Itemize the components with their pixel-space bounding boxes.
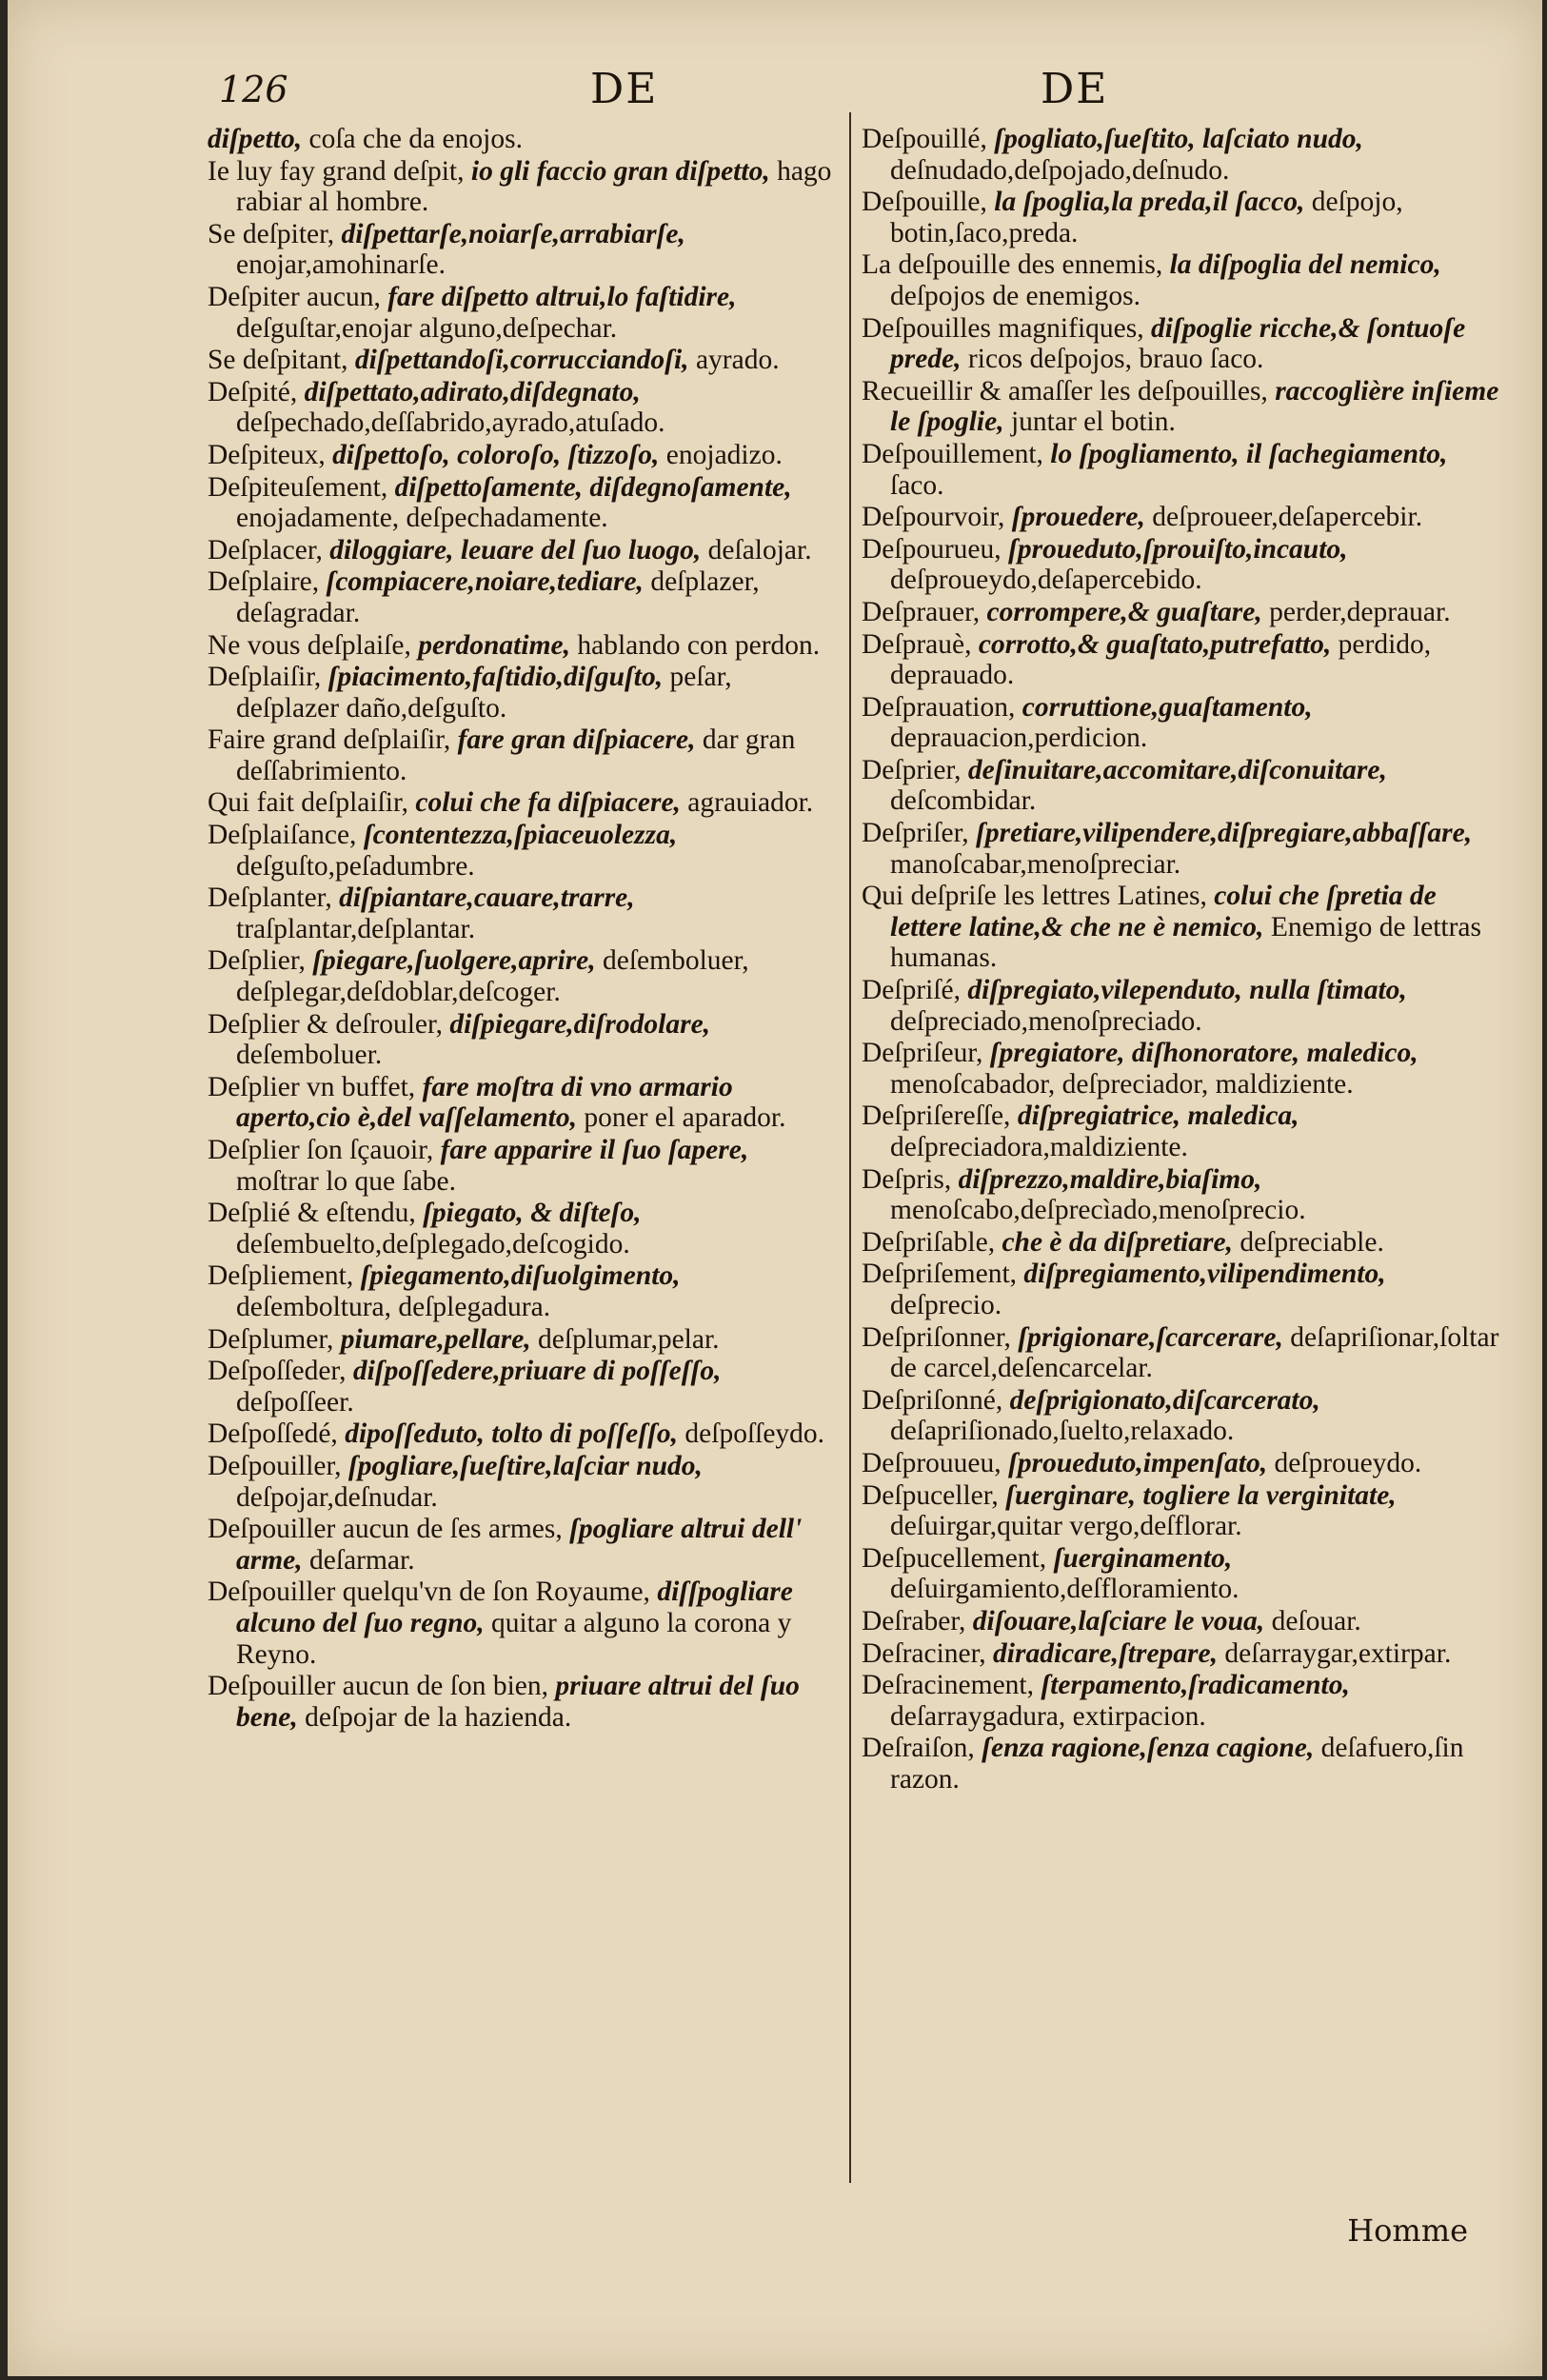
entry-italian: ſcontentezza,ſpiaceuolezza, — [363, 820, 678, 851]
entry-spanish: perdido, deprauado. — [890, 628, 1432, 691]
entry-italian: ſpiacimento,faſtidio,diſguſto, — [327, 662, 664, 693]
catchword: Homme — [1347, 2212, 1468, 2249]
entry-french: Deſraiſon, — [862, 1733, 975, 1764]
entry-spanish: hablando con perdon. — [577, 629, 821, 661]
entry-french: Deſpiteuſement, — [208, 471, 388, 503]
entry-spanish: enojar,amohinarſe. — [236, 249, 446, 281]
entry-french: Deſpriſeur, — [862, 1038, 983, 1069]
entry-spanish: deſpreciable. — [1240, 1226, 1384, 1258]
entry-spanish: deſapriſionar,ſoltar de carcel,deſencarcelar. — [890, 1321, 1499, 1384]
dictionary-entry — [208, 1072, 836, 1134]
entry-spanish: deſplazer, deſagradar. — [236, 566, 760, 628]
entry-french: Deſplacer, — [208, 534, 323, 565]
entry-italian: fare diſpetto altrui,lo faſtidire, — [387, 281, 737, 312]
dictionary-entry — [862, 1543, 1499, 1605]
entry-spanish: poner el aparador. — [584, 1102, 786, 1134]
entry-italian: ſpiegare,ſuolgere,aprire, — [312, 945, 596, 977]
entry-italian: colui che fa diſpiacere, — [415, 787, 681, 819]
dictionary-entry — [208, 787, 836, 819]
entry-italian: corrompere,& guaſtare, — [986, 596, 1262, 627]
entry-spanish: deſpojo, botin,ſaco,preda. — [890, 187, 1403, 248]
entry-spanish: enojadamente, deſpechadamente. — [236, 503, 608, 534]
entry-italian: ſuerginamento, — [1053, 1542, 1233, 1574]
entry-italian: ſpiegato, & diſteſo, — [423, 1198, 642, 1229]
entry-italian: deſinuitare,accomitare,diſconuitare, — [967, 754, 1387, 785]
entry-french: Deſpité, — [208, 376, 298, 407]
dictionary-entry — [862, 629, 1499, 691]
entry-italian: ſpiegamento,diſuolgimento, — [360, 1260, 681, 1292]
dictionary-entry — [208, 377, 836, 439]
entry-italian: ſcompiacere,noiare,tediare, — [326, 566, 644, 598]
entry-spanish: Enemigo de lettras humanas. — [890, 911, 1481, 974]
entry-french: Deſpoſſeder, — [208, 1356, 347, 1387]
dictionary-entry — [208, 820, 836, 882]
entry-french: Deſplanter, — [208, 883, 332, 914]
dictionary-entry — [208, 1260, 836, 1322]
entry-french: Deſplaire, — [208, 566, 320, 598]
entry-italian: diſprezzo,maldire,biaſimo, — [958, 1163, 1262, 1195]
dictionary-entry — [208, 724, 836, 786]
entry-italian: diſpettoſo, coloroſo, ſtizzoſo, — [332, 439, 660, 470]
column-divider — [849, 112, 851, 2183]
entry-spanish: traſplantar,deſplantar. — [236, 913, 476, 944]
entry-french: Deſpiteux, — [208, 439, 326, 470]
entry-french: Deſraber, — [862, 1605, 966, 1636]
right-column — [862, 124, 1499, 1795]
entry-italian: diſpoſſedere,priuare di poſſeſſo, — [352, 1356, 722, 1387]
entry-spanish: deſguſto,peſadumbre. — [236, 850, 475, 882]
entry-spanish: menoſcabador, deſpreciador, maldiziente. — [890, 1068, 1354, 1100]
entry-spanish: deſguſtar,enojar alguno,deſpechar. — [236, 312, 618, 344]
entry-french: Deſprouueu, — [862, 1447, 1002, 1478]
entry-italian: ſpregiatore, diſhonoratore, maledico, — [989, 1038, 1418, 1069]
entry-italian: ſproueduto,ſprouiſto,incauto, — [1008, 533, 1348, 565]
dictionary-entry — [862, 376, 1499, 438]
dictionary-entry — [862, 439, 1499, 501]
entry-french: Deſplié & eſtendu, — [208, 1198, 416, 1229]
entry-french: Deſpriſonné, — [862, 1384, 1003, 1416]
entry-spanish: coſa che da enojos. — [308, 124, 523, 154]
entry-french: Deſpuceller, — [862, 1479, 999, 1511]
entry-italian: fare gran diſpiacere, — [457, 724, 696, 756]
entry-french: Deſpriſable, — [862, 1226, 996, 1258]
dictionary-entry — [208, 566, 836, 628]
dictionary-entry — [862, 249, 1499, 311]
entry-french: Qui fait deſplaiſir, — [208, 787, 408, 819]
dictionary-entry — [862, 1227, 1499, 1259]
dictionary-entry — [208, 156, 836, 218]
dictionary-entry — [208, 282, 836, 344]
entry-spanish: deſemboluer. — [236, 1040, 383, 1071]
entry-french: Faire grand deſplaiſir, — [208, 724, 451, 756]
entry-spanish: deſcombidar. — [890, 785, 1037, 817]
dictionary-entry — [208, 1577, 836, 1670]
dictionary-entry — [208, 662, 836, 724]
dictionary-entry — [208, 440, 836, 471]
entry-spanish: deſplumar,pelar. — [538, 1323, 720, 1355]
entry-spanish: deſemboluer, deſplegar,deſdoblar,deſcoger. — [236, 945, 749, 1008]
entry-spanish: menoſcabo,deſprecìado,menoſprecio. — [890, 1195, 1306, 1226]
entry-italian: diſſpogliare alcuno del ſuo regno, — [236, 1577, 793, 1638]
dictionary-entry — [208, 472, 836, 534]
entry-french: Deſpouillement, — [862, 438, 1043, 469]
entry-french: Se deſpitant, — [208, 345, 348, 376]
entry-italian: priuare altrui del ſuo bene, — [236, 1671, 800, 1733]
entry-italian: ſpogliato,ſueſtito, laſciato nudo, — [994, 124, 1363, 154]
dictionary-entry — [862, 534, 1499, 596]
entry-french: Deſpliement, — [208, 1260, 354, 1292]
dictionary-entry — [862, 187, 1499, 248]
entry-french: Ne vous deſplaiſe, — [208, 629, 411, 661]
dictionary-entry — [862, 1638, 1499, 1670]
entry-french: Ie luy fay grand deſpit, — [208, 155, 465, 187]
entry-french: Deſraciner, — [862, 1637, 986, 1669]
entry-italian: fare moſtra di vno armario aperto,cio è,del vaſſelamento, — [236, 1071, 733, 1134]
entry-italian: diſpiegare,diſrodolare, — [449, 1008, 711, 1040]
entry-french: Deſplumer, — [208, 1323, 334, 1355]
entry-spanish: moſtrar lo que ſabe. — [236, 1165, 457, 1197]
entry-french: La deſpouille des ennemis, — [862, 249, 1163, 281]
entry-french: Deſpourvoir, — [862, 502, 1005, 533]
dictionary-entry — [208, 1135, 836, 1197]
entry-french: Deſprauation, — [862, 691, 1016, 723]
entry-french: Deſracinement, — [862, 1670, 1035, 1701]
dictionary-entry — [208, 1324, 836, 1356]
entry-french: Deſpouilles magnifiques, — [862, 312, 1144, 344]
entry-french: Deſpriſereſſe, — [862, 1101, 1011, 1132]
entry-spanish: ricos deſpojos, brauo ſaco. — [967, 344, 1264, 375]
entry-italian: diſpregiamento,vilipendimento, — [1023, 1259, 1386, 1290]
entry-french: Recueillir & amaſſer les deſpouilles, — [862, 375, 1268, 407]
entry-italian: piumare,pellare, — [340, 1323, 531, 1355]
entry-french: Deſpouiller quelqu'vn de ſon Royaume, — [208, 1577, 650, 1608]
entry-spanish: perder,deprauar. — [1269, 596, 1451, 627]
entry-french: Deſprauè, — [862, 628, 972, 660]
entry-spanish: deſpoſſeer. — [236, 1386, 354, 1418]
entry-italian: corruttione,guaſtamento, — [1021, 691, 1313, 723]
entry-spanish: ayrado. — [695, 345, 780, 376]
entry-spanish: manoſcabar,menoſpreciar. — [890, 848, 1181, 880]
entry-italian: lo ſpogliamento, il ſachegiamento, — [1050, 438, 1448, 469]
entry-spanish: peſar, deſplazer daño,deſguſto. — [236, 662, 732, 724]
entry-italian: corrotto,& guaſtato,putrefatto, — [978, 628, 1332, 660]
entry-italian: diſpettoſamente, diſdegnoſamente, — [394, 471, 792, 503]
entry-spanish: deſproueydo. — [1274, 1447, 1422, 1478]
dictionary-entry — [862, 1259, 1499, 1320]
entry-spanish: deſpechado,deſſabrido,ayrado,atuſado. — [236, 407, 665, 439]
entry-spanish: deſafuero,ſin razon. — [890, 1733, 1464, 1795]
entry-spanish: deſuirgar,quitar vergo,deſflorar. — [890, 1511, 1242, 1542]
entry-spanish: deſarraygar,extirpar. — [1224, 1637, 1452, 1669]
page-header — [8, 65, 1542, 126]
entry-french: Deſplier ſon ſçauoir, — [208, 1135, 434, 1165]
entry-spanish: quitar a alguno la corona y Reyno. — [236, 1607, 792, 1670]
entry-french: Deſpriſer, — [862, 818, 969, 849]
entry-spanish: deſpoſſeydo. — [684, 1418, 825, 1450]
entry-spanish: hago rabiar al hombre. — [236, 155, 832, 218]
dictionary-entry — [208, 1451, 836, 1513]
dictionary-entry — [208, 630, 836, 662]
entry-spanish: deſprecio. — [890, 1289, 1002, 1320]
entry-spanish: ſaco. — [890, 469, 944, 501]
entry-italian: ſproueduto,impenſato, — [1008, 1447, 1268, 1478]
entry-french: Deſplaiſance, — [208, 820, 357, 851]
dictionary-entry — [208, 1198, 836, 1259]
entry-french: Deſpouiller, — [208, 1450, 342, 1481]
entry-italian: ſprouedere, — [1011, 502, 1145, 533]
entry-french: Deſprier, — [862, 754, 962, 785]
entry-spanish: deſapriſionado,ſuelto,relaxado. — [890, 1416, 1235, 1447]
entry-italian: diſpettarſe,noiarſe,arrabiarſe, — [341, 218, 685, 249]
entry-italian: diſpettato,adirato,diſdegnato, — [304, 376, 641, 407]
entry-french: Qui deſpriſe les lettres Latines, — [862, 881, 1207, 912]
left-column — [208, 124, 836, 1734]
dictionary-entry — [862, 975, 1499, 1037]
entry-italian: ſenza ragione,ſenza cagione, — [982, 1733, 1315, 1764]
dictionary-entry — [208, 1418, 836, 1450]
dictionary-entry — [862, 1038, 1499, 1100]
dictionary-entry — [208, 945, 836, 1007]
entry-italian: diſpiantare,cauare,trarre, — [339, 883, 635, 914]
entry-spanish: deſembuelto,deſplegado,deſcogido. — [236, 1228, 630, 1259]
entry-spanish: deſpreciado,menoſpreciado. — [890, 1005, 1202, 1037]
dictionary-entry — [208, 124, 836, 155]
entry-italian: ſuerginare, togliere la verginitate, — [1005, 1479, 1397, 1511]
running-head-right: DE — [1041, 65, 1109, 113]
entry-french: Deſplier, — [208, 945, 306, 977]
entry-italian: fare apparire il ſuo ſapere, — [440, 1135, 749, 1165]
entry-french: Deſpouillé, — [862, 124, 987, 154]
entry-spanish: deſpojar,deſnudar. — [236, 1481, 438, 1513]
dictionary-page — [8, 0, 1542, 2376]
entry-french: Se deſpiter, — [208, 218, 335, 249]
entry-french: Deſplier & deſrouler, — [208, 1008, 444, 1040]
dictionary-entry — [208, 1009, 836, 1071]
entry-italian: la diſpoglia del nemico, — [1169, 249, 1441, 281]
entry-italian: ſpretiare,vilipendere,diſpregiare,abbaſſare, — [976, 818, 1473, 849]
entry-spanish: deſalojar. — [707, 534, 812, 565]
entry-spanish: deſouar. — [1271, 1605, 1361, 1636]
entry-italian: ſpogliare,ſueſtire,laſciar nudo, — [347, 1450, 703, 1481]
entry-spanish: juntar el botin. — [1010, 407, 1176, 438]
entry-italian: diſouare,laſciare le voua, — [972, 1605, 1265, 1636]
running-head-left: DE — [590, 65, 659, 113]
entry-italian: deſprigionato,diſcarcerato, — [1009, 1384, 1320, 1416]
dictionary-entry — [208, 219, 836, 281]
entry-spanish: deſproueer,deſapercebir. — [1152, 502, 1423, 533]
entry-spanish: deſpojar de la hazienda. — [305, 1701, 572, 1733]
entry-spanish: deſnudado,deſpojado,deſnudo. — [890, 154, 1230, 186]
entry-spanish: deſarmar. — [309, 1544, 415, 1576]
dictionary-entry — [862, 881, 1499, 974]
dictionary-entry — [862, 1322, 1499, 1384]
entry-italian: diradicare,ſtrepare, — [993, 1637, 1219, 1669]
entry-italian: raccoglière inſieme le ſpoglie, — [890, 375, 1499, 438]
dictionary-entry — [208, 535, 836, 566]
entry-italian: colui che ſpretia de lettere latine,& che ne è nemico, — [890, 881, 1437, 942]
entry-french: Deſpouille, — [862, 187, 987, 218]
entry-italian: diſpregiatrice, maledica, — [1017, 1101, 1299, 1132]
entry-spanish: deſarraygadura, extirpacion. — [890, 1700, 1206, 1732]
entry-french: Deſpiter aucun, — [208, 281, 381, 312]
entry-italian: io gli faccio gran diſpetto, — [470, 155, 770, 187]
dictionary-entry — [208, 345, 836, 376]
entry-italian: diloggiare, leuare del ſuo luogo, — [329, 534, 702, 565]
dictionary-entry — [862, 818, 1499, 880]
dictionary-entry — [862, 502, 1499, 533]
entry-italian: ſprigionare,ſcarcerare, — [1018, 1321, 1283, 1353]
dictionary-entry — [862, 692, 1499, 754]
entry-italian: diſpregiato,vilependuto, nulla ſtimato, — [967, 975, 1407, 1006]
entry-french: Deſpriſonner, — [862, 1321, 1011, 1353]
dictionary-entry — [862, 1606, 1499, 1637]
entry-spanish: deprauacion,perdicion. — [890, 723, 1148, 754]
entry-french: Deſpris, — [862, 1163, 952, 1195]
entry-french: Deſplier vn buffet, — [208, 1071, 416, 1102]
dictionary-entry — [862, 1101, 1499, 1162]
entry-italian: perdonatime, — [418, 629, 570, 661]
dictionary-entry — [208, 1671, 836, 1733]
entry-french: Deſpucellement, — [862, 1542, 1047, 1574]
dictionary-entry — [862, 1733, 1499, 1795]
entry-spanish: deſuirgamiento,deſfloramiento. — [890, 1574, 1240, 1605]
page-number: 126 — [219, 69, 288, 110]
dictionary-entry — [208, 1356, 836, 1418]
entry-spanish: deſpojos de enemigos. — [890, 280, 1140, 311]
entry-italian: ſterpamento,ſradicamento, — [1041, 1670, 1350, 1701]
entry-spanish: deſpreciadora,maldiziente. — [890, 1132, 1188, 1162]
entry-italian: diſpoglie ricche,& ſontuoſe prede, — [890, 312, 1466, 375]
entry-italian: dipoſſeduto, tolto di poſſeſſo, — [345, 1418, 679, 1450]
entry-french: Deſpourueu, — [862, 533, 1002, 565]
entry-italian: diſpettandoſi,corrucciandoſi, — [354, 345, 689, 376]
dictionary-entry — [862, 313, 1499, 375]
entry-italian: che è da diſpretiare, — [1002, 1226, 1233, 1258]
entry-french: Deſplaiſir, — [208, 662, 322, 693]
entry-italian: diſpetto, — [208, 124, 303, 154]
dictionary-entry — [862, 1480, 1499, 1542]
entry-spanish: deſproueydo,deſapercebido. — [890, 565, 1202, 596]
dictionary-entry — [208, 883, 836, 944]
entry-french: Deſprauer, — [862, 596, 981, 627]
entry-french: Deſpouiller aucun de ſon bien, — [208, 1671, 548, 1702]
entry-french: Deſpoſſedé, — [208, 1418, 338, 1450]
dictionary-entry — [862, 124, 1499, 186]
dictionary-entry — [862, 1164, 1499, 1226]
entry-french: Deſpriſé, — [862, 975, 962, 1006]
dictionary-entry — [862, 1670, 1499, 1732]
dictionary-entry — [862, 1385, 1499, 1447]
entry-spanish: dar gran deſſabrimiento. — [236, 724, 796, 786]
entry-spanish: agrauiador. — [687, 787, 814, 819]
entry-spanish: enojadizo. — [665, 439, 783, 470]
entry-italian: la ſpoglia,la preda,il ſacco, — [994, 187, 1305, 218]
dictionary-entry — [862, 597, 1499, 628]
entry-french: Deſpriſement, — [862, 1259, 1018, 1290]
dictionary-entry — [862, 1448, 1499, 1479]
entry-french: Deſpouiller aucun de ſes armes, — [208, 1514, 563, 1545]
dictionary-entry — [208, 1514, 836, 1576]
entry-spanish: deſemboltura, deſplegadura. — [236, 1291, 551, 1322]
dictionary-entry — [862, 755, 1499, 817]
entry-italian: ſpogliare altrui dell' arme, — [236, 1514, 803, 1576]
